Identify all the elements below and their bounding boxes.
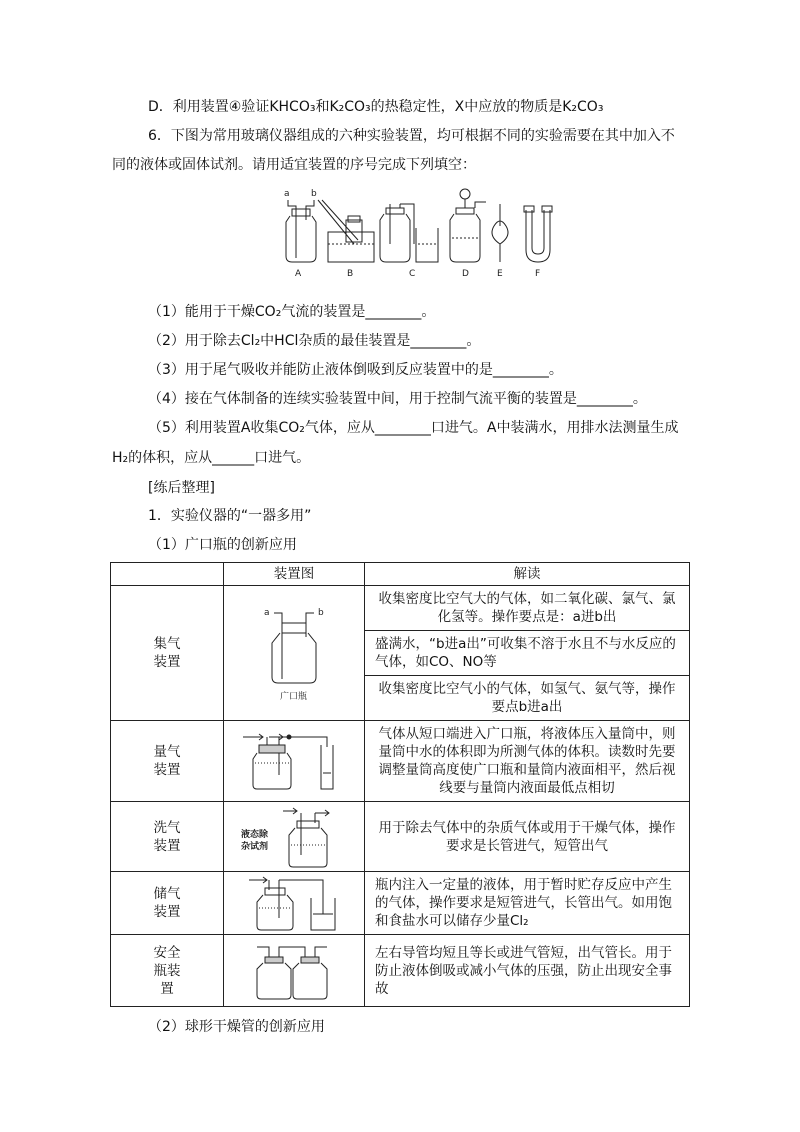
table-row	[111, 802, 690, 872]
safety-bottle-diagram	[224, 935, 365, 1007]
label-a: A	[295, 269, 302, 277]
row-description: 用于除去气体中的杂质气体或用于干燥气体，操作要求是长管进气，短管出气	[365, 802, 690, 872]
apparatus-b	[318, 200, 374, 277]
apparatus-figure-svg	[276, 182, 566, 277]
practice-heading: [练后整理]	[148, 480, 215, 496]
port-b-label: b	[311, 189, 317, 199]
header-cell-diagram: 装置图	[224, 563, 365, 586]
apparatus-figure	[276, 182, 566, 277]
table-row	[111, 935, 690, 1007]
header-cell-empty	[111, 563, 224, 586]
subsection-2-heading: （2）球形干燥管的创新应用	[148, 1019, 325, 1035]
apparatus-a	[284, 189, 317, 277]
question-6-line-2: 同的液体或固体试剂。请用适宜装置的序号完成下列填空：	[112, 157, 476, 173]
apparatus-c	[380, 204, 438, 277]
question-6-part-3: （3）用于尾气吸收并能防止液体倒吸到反应装置中的是________。	[148, 362, 563, 378]
table-header-row	[111, 563, 690, 586]
row-description: 瓶内注入一定量的液体，用于暂时贮存反应中产生的气体，操作要求是短管进气，长管出气。如用饱和食盐水可以储存少量Cl₂	[365, 872, 690, 935]
apparatus-e	[492, 204, 508, 277]
subsection-1-heading: （1）广口瓶的创新应用	[148, 537, 297, 553]
svg-text:液态除: 液态除	[241, 829, 269, 840]
question-6-part-2: （2）用于除去Cl₂中HCl杂质的最佳装置是________。	[148, 333, 481, 349]
gas-collection-diagram	[224, 586, 365, 721]
svg-text:a: a	[264, 608, 270, 618]
table-row	[111, 872, 690, 935]
question-6-part-4: （4）接在气体制备的连续实验装置中间，用于控制气流平衡的装置是________。	[148, 391, 647, 407]
question-6-part-5-line-2: H₂的体积，应从______口进气。	[112, 450, 311, 466]
question-6-line-1: 6．下图为常用玻璃仪器组成的六种实验装置，均可根据不同的实验需要在其中加入不	[148, 128, 675, 144]
section-1-heading: 1．实验仪器的“一器多用”	[148, 508, 312, 524]
row-description: 左右导管均短且等长或进气管短，出气管长。用于防止液体倒吸或减小气体的压强，防止出现安全事故	[365, 935, 690, 1007]
row-label-gas-washing: 洗气 装置	[111, 802, 224, 872]
port-a-label: a	[284, 189, 290, 199]
wide-mouth-bottle-table	[110, 562, 690, 1007]
row-label-gas-storage: 储气 装置	[111, 872, 224, 935]
row-label-safety-bottle: 安全 瓶装 置	[111, 935, 224, 1007]
row-description: 收集密度比空气大的气体，如二氧化碳、氯气、氯化氢等。操作要点是：a进b出	[365, 586, 690, 631]
row-description: 盛满水，“b进a出”可收集不溶于水且不与水反应的气体，如CO、NO等	[365, 631, 690, 676]
apparatus-d	[450, 189, 486, 277]
label-b: B	[347, 269, 354, 277]
question-6-part-1: （1）能用于干燥CO₂气流的装置是________。	[148, 304, 436, 320]
gas-washing-diagram	[224, 802, 365, 872]
table-row	[111, 721, 690, 802]
label-f: F	[535, 269, 541, 277]
label-c: C	[409, 269, 416, 277]
row-label-gas-collection: 集气 装置	[111, 586, 224, 721]
table-row	[111, 586, 690, 631]
label-d: D	[462, 269, 469, 277]
gas-measurement-diagram	[224, 721, 365, 802]
option-d-text: D．利用装置④验证KHCO₃和K₂CO₃的热稳定性，X中应放的物质是K₂CO₃	[148, 99, 604, 115]
image-caption: 广口瓶	[280, 692, 308, 702]
row-description: 气体从短口端进入广口瓶，将液体压入量筒中，则量筒中水的体积即为所测气体的体积。读数时先要调整量筒高度使广口瓶和量筒内液面相平，然后视线要与量筒内液面最低点相切	[365, 721, 690, 802]
header-cell-interpretation: 解读	[365, 563, 690, 586]
apparatus-f	[524, 206, 552, 277]
svg-text:杂试剂: 杂试剂	[241, 841, 269, 852]
gas-storage-diagram	[224, 872, 365, 935]
row-label-gas-measurement: 量气 装置	[111, 721, 224, 802]
question-6-part-5-line-1: （5）利用装置A收集CO₂气体，应从________口进气。A中装满水，用排水法测量生成	[148, 420, 679, 436]
svg-text:b: b	[318, 608, 324, 618]
row-description: 收集密度比空气小的气体，如氢气、氨气等，操作要点b进a出	[365, 676, 690, 721]
label-e: E	[497, 269, 503, 277]
